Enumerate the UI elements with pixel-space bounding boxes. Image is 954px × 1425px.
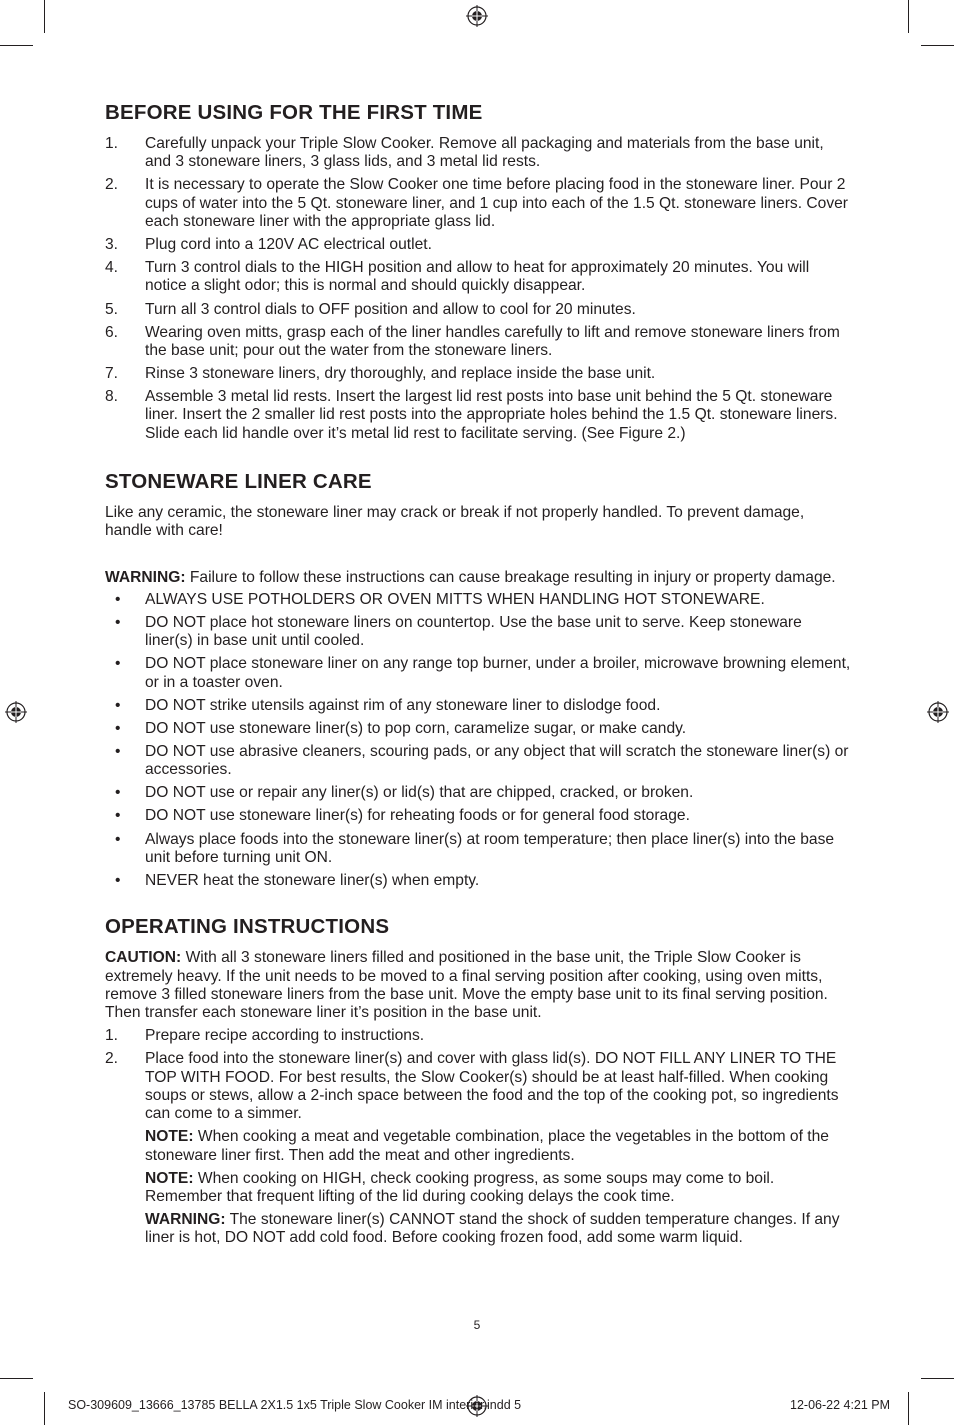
section-title-stoneware-care: STONEWARE LINER CARE <box>105 470 372 494</box>
list-item-text: NEVER heat the stoneware liner(s) when empty. <box>145 871 480 889</box>
note-text: When cooking on HIGH, check cooking progress, as some soups may come to boil. Remember that frequent lifting of the lid during cooking delays the cook time. <box>145 1169 775 1205</box>
crop-mark <box>44 1392 45 1425</box>
list-number: 3. <box>105 236 119 254</box>
care-intro: Like any ceramic, the stoneware liner may crack or break if not properly handled. To prevent damage, handle with care! <box>105 504 805 540</box>
list-item-text: ALWAYS USE POTHOLDERS OR OVEN MITTS WHEN HANDLING HOT STONEWARE. <box>145 590 765 608</box>
crop-mark <box>0 45 33 46</box>
list-number: 7. <box>105 365 119 383</box>
list-item-text: DO NOT place hot stoneware liners on countertop. Use the base unit to serve. Keep stoneware liner(s) in base unit until cooled. <box>145 614 802 650</box>
note <box>145 1211 851 1248</box>
list-item-text: Rinse 3 stoneware liners, dry thoroughly, and replace inside the base unit. <box>145 365 656 383</box>
bullet: • <box>115 871 121 889</box>
list-item <box>105 697 851 715</box>
list-item <box>105 135 851 172</box>
crop-mark <box>908 1392 909 1425</box>
list-number: 6. <box>105 323 119 341</box>
list-number: 2. <box>105 176 119 194</box>
list-item <box>105 236 851 254</box>
list-item-text: Carefully unpack your Triple Slow Cooker. Remove all packaging and materials from the base unit, and 3 stoneware liners, 3 glass lids, and 3 metal lid rests. <box>145 135 824 171</box>
list-item <box>105 614 851 651</box>
registration-mark-icon <box>927 701 949 723</box>
list-item-text: DO NOT use abrasive cleaners, scouring pads, or any object that will scratch the stoneware liner(s) or accessories. <box>145 742 849 779</box>
list-item-text: Prepare recipe according to instructions. <box>145 1027 425 1045</box>
operating-caution <box>105 949 851 1022</box>
note-text: When cooking a meat and vegetable combination, place the vegetables in the bottom of the stoneware liner first. Then add the meat and other ingredients. <box>145 1128 829 1164</box>
crop-mark <box>44 0 45 33</box>
list-item-text: DO NOT use stoneware liner(s) for reheating foods or for general food storage. <box>145 807 690 825</box>
bullet: • <box>115 784 121 802</box>
list-item-text: It is necessary to operate the Slow Cooker one time before placing food in the stoneware liner. Pour 2 cups of water into the 5 Qt. stoneware liner, and 1 cup into each of the 1.5 Qt. stoneware liners. Cover each stoneware liner with the appropriate glass lid. <box>145 176 848 230</box>
note-label: NOTE: <box>145 1128 194 1146</box>
list-number: 5. <box>105 300 119 318</box>
list-item-text: DO NOT strike utensils against rim of any stoneware liner to dislodge food. <box>145 696 661 714</box>
bullet: • <box>115 830 121 848</box>
section-title-before-first-use: BEFORE USING FOR THE FIRST TIME <box>105 101 483 124</box>
bullet: • <box>115 807 121 825</box>
list-item <box>105 655 851 692</box>
caution-label: CAUTION: <box>105 949 182 967</box>
list-item <box>105 176 851 231</box>
list-item-text: Plug cord into a 120V AC electrical outlet. <box>145 236 432 254</box>
crop-mark <box>908 0 909 33</box>
bullet: • <box>115 655 121 673</box>
list-item-text: Turn all 3 control dials to OFF position and allow to cool for 20 minutes. <box>145 300 636 318</box>
warning-label: WARNING: <box>105 568 186 586</box>
note-label: NOTE: <box>145 1169 194 1187</box>
list-item-text: DO NOT place stoneware liner on any range top burner, under a broiler, microwave browning element, or in a toaster oven. <box>145 655 851 691</box>
bullet: • <box>115 696 121 714</box>
list-item-text: Wearing oven mitts, grasp each of the liner handles carefully to lift and remove stoneware liners from the base unit; pour out the water from the stoneware liners. <box>145 323 840 359</box>
file-timestamp: 12-06-22 4:21 PM <box>790 1398 891 1412</box>
list-item <box>105 365 851 383</box>
list-item-text: Always place foods into the stoneware liner(s) at room temperature; then place liner(s) into the base unit before turning unit ON. <box>145 830 835 866</box>
list-item <box>105 259 851 296</box>
note-label: WARNING: <box>145 1211 226 1229</box>
list-item <box>105 743 851 780</box>
list-item <box>105 324 851 361</box>
crop-mark <box>921 1378 954 1379</box>
list-item <box>105 591 851 609</box>
operating-steps <box>105 1027 851 1123</box>
care-warning <box>105 569 851 587</box>
list-item <box>105 784 851 802</box>
section-title-operating: OPERATING INSTRUCTIONS <box>105 915 390 939</box>
list-item <box>105 872 851 890</box>
list-item <box>105 1050 851 1123</box>
note-text: The stoneware liner(s) CANNOT stand the shock of sudden temperature changes. If any liner is hot, DO NOT add cold food. Before cooking frozen food, add some warm liquid. <box>145 1211 840 1247</box>
list-item-text: DO NOT use or repair any liner(s) or lid(s) that are chipped, cracked, or broken. <box>145 784 694 802</box>
list-item <box>105 831 851 868</box>
warning-text: Failure to follow these instructions can cause breakage resulting in injury or property damage. <box>185 568 836 586</box>
note <box>145 1170 851 1207</box>
crop-mark <box>921 45 954 46</box>
list-number: 4. <box>105 259 119 277</box>
registration-mark-icon <box>466 5 488 27</box>
list-item-text: Place food into the stoneware liner(s) and cover with glass lid(s). DO NOT FILL ANY LINER TO THE TOP WITH FOOD. For best results, the Slow Cooker(s) should be at least half-filled. When cooking soups or stews, allow a 2-inch space between the food and the top of the cooking pot, so ingredients can come to a simmer. <box>145 1050 839 1123</box>
file-slug: SO-309609_13666_13785 BELLA 2X1.5 1x5 Triple Slow Cooker IM interior.indd 5 <box>68 1398 522 1412</box>
list-item <box>105 1027 851 1045</box>
bullet: • <box>115 590 121 608</box>
list-item-text: Turn 3 control dials to the HIGH position and allow to heat for approximately 20 minutes. You will notice a slight odor; this is normal and should quickly disappear. <box>145 259 810 295</box>
page-number: 5 <box>473 1318 481 1332</box>
bullet: • <box>115 614 121 632</box>
list-number: 8. <box>105 388 119 406</box>
before-first-use-steps <box>105 135 851 443</box>
list-item-text: Assemble 3 metal lid rests. Insert the largest lid rest posts into base unit behind the 5 Qt. stoneware liner. Insert the 2 smaller lid rest posts into the appropriate holes behind the 1.5 Qt. stoneware liners. Slide each lid handle over it’s metal lid rest to facilitate serving. (See Figure 2.) <box>145 388 838 442</box>
page-content <box>105 100 851 1252</box>
care-bullets <box>105 591 851 890</box>
bullet: • <box>115 742 121 760</box>
list-item-text: DO NOT use stoneware liner(s) to pop corn, caramelize sugar, or make candy. <box>145 719 687 737</box>
list-number: 1. <box>105 1027 119 1045</box>
list-item <box>105 388 851 443</box>
list-number: 1. <box>105 135 119 152</box>
list-number: 2. <box>105 1050 119 1068</box>
caution-text: With all 3 stoneware liners filled and positioned in the base unit, the Triple Slow Cooker is extremely heavy. If the unit needs to be moved to a final serving position after cooking, using oven mitts, remove 3 filled stoneware liners from the base unit. Move the empty base unit to its final serving position. Then transfer each stoneware liner it’s position in the base unit. <box>105 949 828 1022</box>
list-item <box>105 301 851 319</box>
bullet: • <box>115 719 121 737</box>
registration-mark-icon <box>5 701 27 723</box>
list-item <box>105 720 851 738</box>
list-item <box>105 807 851 825</box>
note <box>145 1128 851 1165</box>
crop-mark <box>0 1378 33 1379</box>
